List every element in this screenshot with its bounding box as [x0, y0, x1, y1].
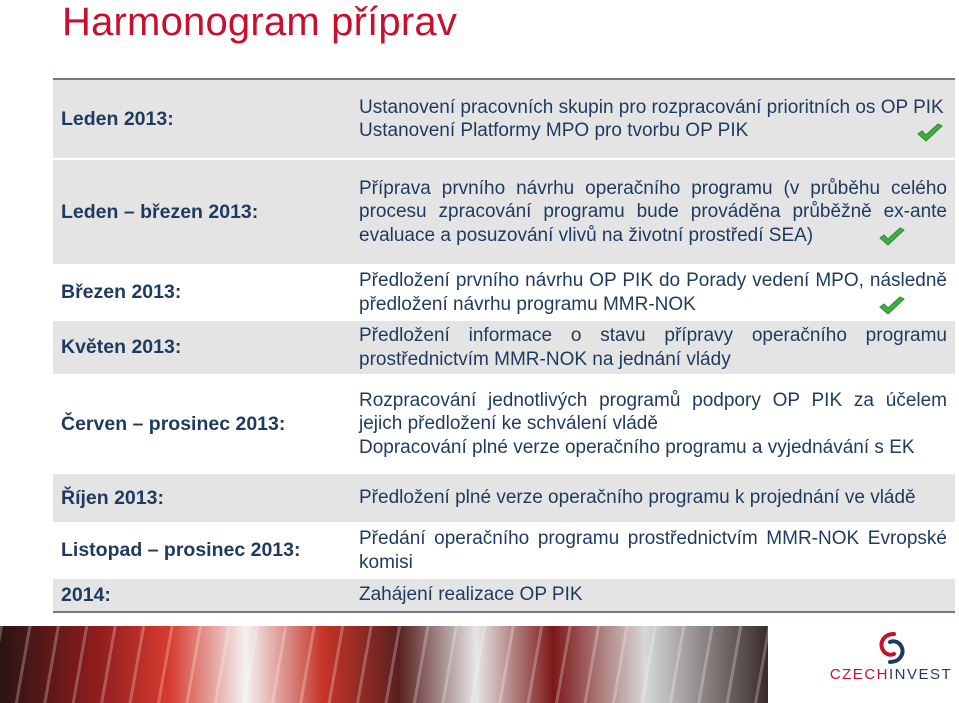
czechinvest-mark-icon [874, 630, 910, 666]
period-label: Březen 2013: [61, 281, 182, 303]
schedule-row [53, 320, 955, 375]
schedule-row [53, 265, 955, 320]
activity-cell [345, 79, 955, 159]
check-icon [877, 296, 907, 316]
activity-cell [345, 578, 955, 612]
activity-cell [345, 473, 955, 523]
footer-photo-strip [0, 626, 768, 703]
activity-line: Ustanovení pracovních skupin pro rozpracování prioritních os OP PIK [359, 96, 944, 118]
activity-text: Předložení prvního návrhu OP PIK do Porady vedení MPO, následně předložení návrhu programu MMR-NOK [359, 270, 947, 315]
activity-text: Ustanovení Platformy MPO pro tvorbu OP PIK [359, 120, 749, 141]
activity-text: Příprava prvního návrhu operačního programu (v průběhu celého procesu zpracování programu bude prováděna průběžně ex-ante evaluace a posuzování vlivů na životní prostředí SEA) [359, 177, 947, 246]
period-label: Listopad – prosinec 2013: [61, 539, 301, 561]
period-label: Říjen 2013: [61, 486, 164, 509]
activity-cell [345, 265, 955, 320]
period-label: Leden 2013: [61, 107, 174, 130]
activity-line: Předložení informace o stavu přípravy operačního programu prostřednictvím MMR-NOK na jednání vlády [359, 325, 947, 370]
schedule-row [53, 375, 955, 473]
activity-line: Rozpracování jednotlivých programů podpory OP PIK za účelem jejich předložení ke schválení vládě [359, 389, 947, 435]
activity-line: Dopracování plné verze operačního programu a vyjednávání s EK [359, 436, 915, 458]
period-label: Leden – březen 2013: [61, 200, 259, 223]
activity-line [359, 269, 947, 316]
schedule-row [53, 473, 955, 523]
logo-text-invest: INVEST [888, 666, 953, 683]
logo-text [826, 666, 956, 683]
page-title: Harmonogram příprav [62, 0, 458, 44]
logo-text-czech: CZECH [829, 666, 889, 683]
activity-cell [345, 159, 955, 265]
check-icon [915, 123, 945, 143]
period-label: 2014: [61, 583, 111, 606]
activity-cell [345, 320, 955, 375]
schedule-row [53, 79, 955, 159]
period-label: Květen 2013: [61, 336, 182, 358]
schedule-table [53, 78, 955, 613]
activity-line [359, 177, 947, 248]
activity-cell [345, 375, 955, 473]
activity-cell [345, 523, 955, 578]
period-label: Červen – prosinec 2013: [61, 412, 286, 435]
activity-line: Předání operačního programu prostřednictvím MMR-NOK Evropské komisi [359, 528, 947, 573]
schedule-row [53, 578, 955, 612]
schedule-row [53, 523, 955, 578]
activity-line: Zahájení realizace OP PIK [359, 584, 583, 606]
check-icon [877, 227, 907, 247]
czechinvest-logo [826, 630, 956, 700]
schedule-row [53, 159, 955, 265]
activity-line [359, 119, 947, 143]
activity-line: Předložení plné verze operačního programu k projednání ve vládě [359, 487, 916, 509]
